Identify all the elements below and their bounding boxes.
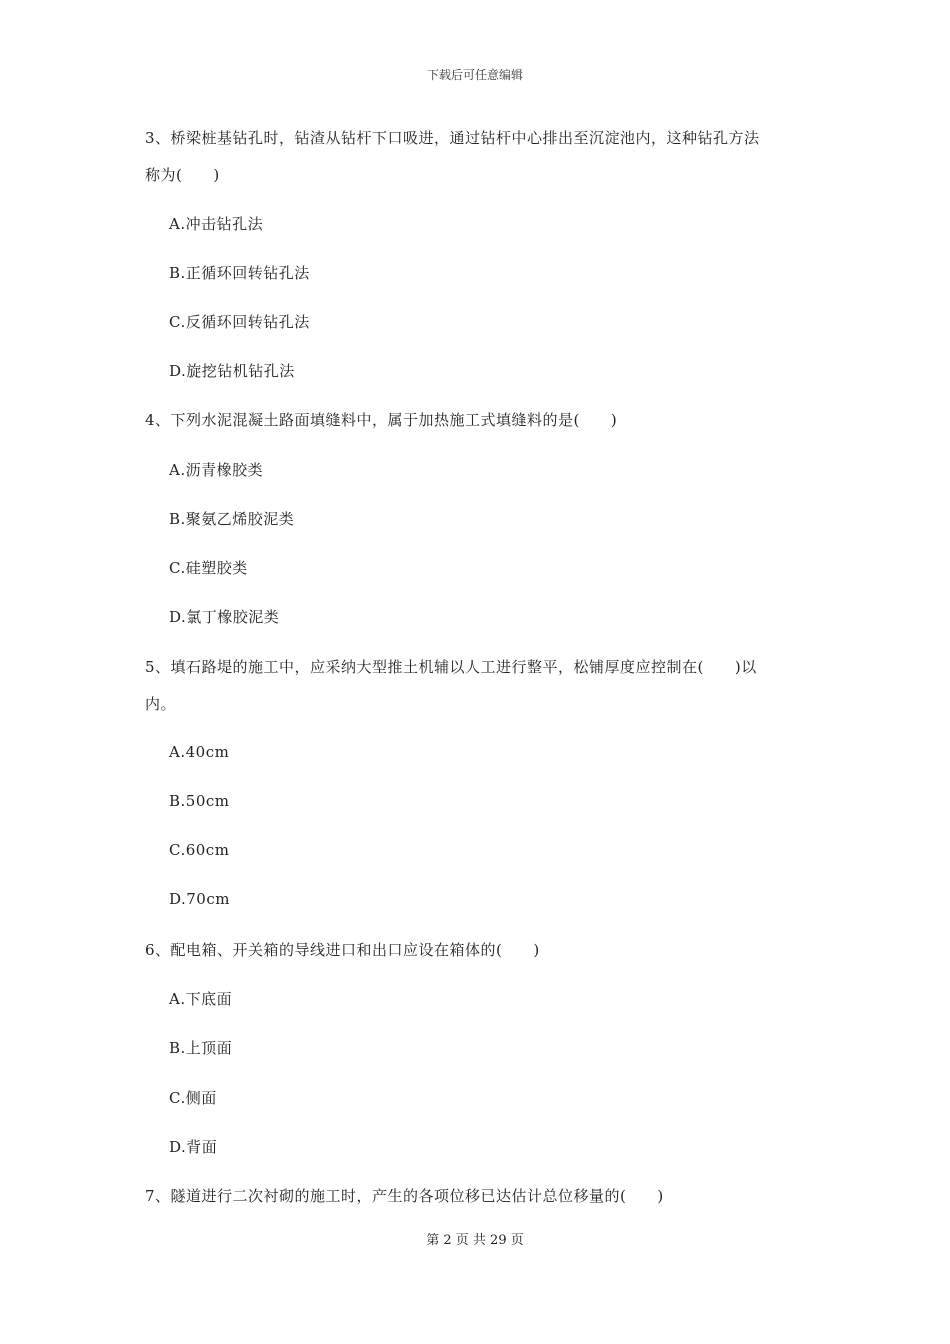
question-3-option-c: C.反循环回转钻孔法 bbox=[169, 313, 310, 331]
question-3-stem-line2: 称为( ) bbox=[145, 166, 220, 184]
question-5-stem-line1: 5、填石路堤的施工中，应采纳大型推土机辅以人工进行整平，松铺厚度应控制在( )以 bbox=[145, 658, 757, 676]
page-header: 下载后可任意编辑 bbox=[426, 68, 523, 82]
question-3-stem-line1: 3、桥梁桩基钻孔时，钻渣从钻杆下口吸进，通过钻杆中心排出至沉淀池内，这种钻孔方法 bbox=[145, 129, 760, 147]
question-3-option-b: B.正循环回转钻孔法 bbox=[169, 264, 310, 282]
question-4-option-d: D.氯丁橡胶泥类 bbox=[169, 608, 280, 626]
question-4-option-c: C.硅塑胶类 bbox=[169, 559, 248, 577]
question-5-option-c: C.60cm bbox=[169, 841, 230, 859]
question-4-stem-line1: 4、下列水泥混凝土路面填缝料中，属于加热施工式填缝料的是( ) bbox=[145, 411, 618, 429]
question-5-stem-line2: 内。 bbox=[145, 695, 177, 713]
question-4-option-a: A.沥青橡胶类 bbox=[169, 461, 264, 479]
question-7-stem-line1: 7、隧道进行二次衬砌的施工时，产生的各项位移已达估计总位移量的( ) bbox=[145, 1187, 664, 1205]
question-6-stem-line1: 6、配电箱、开关箱的导线进口和出口应设在箱体的( ) bbox=[145, 941, 540, 959]
question-5-option-b: B.50cm bbox=[169, 792, 230, 810]
question-6-option-a: A.下底面 bbox=[169, 990, 233, 1008]
question-4-option-b: B.聚氨乙烯胶泥类 bbox=[169, 510, 295, 528]
question-3-option-d: D.旋挖钻机钻孔法 bbox=[169, 362, 295, 380]
question-3-option-a: A.冲击钻孔法 bbox=[169, 215, 264, 233]
question-6-option-c: C.侧面 bbox=[169, 1089, 217, 1107]
question-5-option-a: A.40cm bbox=[169, 743, 230, 761]
question-5-option-d: D.70cm bbox=[169, 890, 230, 908]
question-6-option-d: D.背面 bbox=[169, 1138, 218, 1156]
question-6-option-b: B.上顶面 bbox=[169, 1039, 233, 1057]
page-footer: 第 2 页 共 29 页 bbox=[426, 1233, 524, 1248]
